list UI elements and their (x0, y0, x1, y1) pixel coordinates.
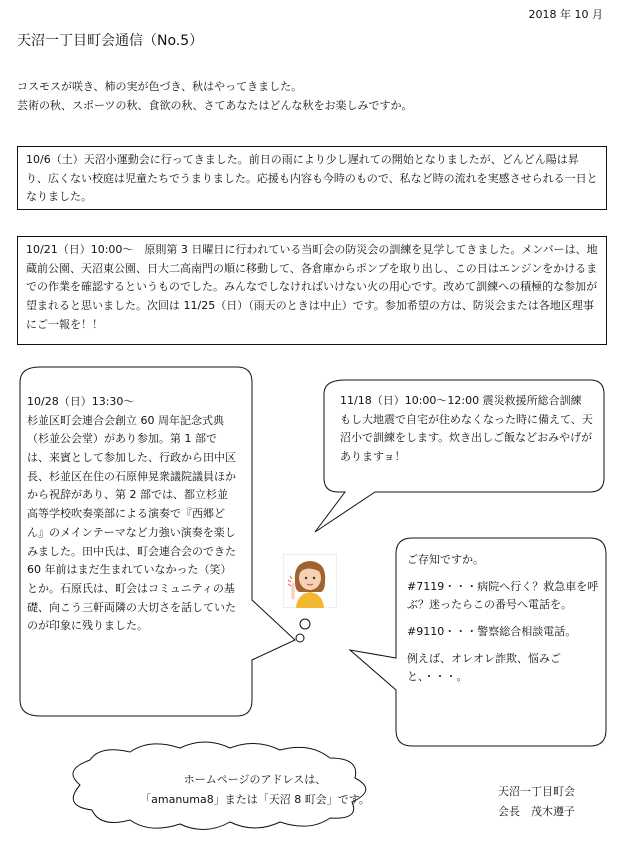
intro-line-2: 芸術の秋、スポーツの秋、食欲の秋、さてあなたはどんな秋をお楽しみですか。 (17, 98, 413, 112)
intro-line-1: コスモスが咲き、柿の実が色づき、秋はやってきました。 (17, 80, 303, 93)
right-top-bubble-text: 11/18（日）10:00～12:00 震災救援所総合訓練 もし大地震で自宅が住めなくなった時に備えて、天沼小で訓練をします。炊き出しご飯などおみやげがありますョ！ (340, 394, 593, 464)
hotline-7119: #7119・・・病院へ行く？救急車を呼ぶ？迷ったらこの番号へ電話を。 (407, 579, 599, 612)
newsletter-title: 天沼一丁目町会通信（No.5） (17, 33, 204, 49)
hotline-9110: #9110・・・警察総合相談電話。 (407, 625, 577, 639)
article-fire-drill-text: 10/21（日）10:00～ 原則第 3 日曜日に行われている当町会の防災会の訓練を見学してきました。メンバーは、地蔵前公園、天沼東公園、日大二高南門の順に移動して、各倉庫からポンプを取り出し、この日はエンジンをかけるまでの作業を確認するというものでした。みんなでしなければいけない火の用心です。改めて訓練への積極的な参加が望まれると思いました。次回は 11/25（日）（雨天のときは中止）です。参加希望の方は、防災会または各地区理事にご一報を！！ (26, 243, 598, 331)
signature-name: 会長 茂木遵子 (498, 804, 575, 818)
homepage-notice (140, 770, 370, 810)
thought-dot (300, 619, 310, 629)
homepage-line-1: ホームページのアドレスは、 (183, 773, 327, 786)
right-bottom-bubble-content (407, 551, 602, 695)
hotline-examples: 例えば、オレオレ詐欺、悩みごと、・・・。 (407, 651, 561, 684)
right-top-bubble-content (340, 392, 595, 467)
signature (498, 782, 575, 822)
woman-pointing-icon (283, 554, 337, 608)
issue-date: 2018 年 10 月 (528, 8, 603, 21)
hotline-intro: ご存知ですか。 (407, 553, 484, 566)
homepage-line-2: 「amanuma8」または「天沼 8 町会」です。 (140, 792, 370, 806)
left-bubble-heading: 10/28（日）13:30～ (27, 395, 135, 408)
article-sports-day-text: 10/6（土）天沼小運動会に行ってきました。前日の雨により少し遅れての開始となりましたが、どんどん陽は昇り、広くない校庭は児童たちでうまりました。応援も内容も今時のもので、私など時の流れを実感させられる一日となりました。 (26, 153, 598, 204)
thought-dot (296, 634, 304, 642)
left-bubble-content (27, 393, 237, 636)
left-bubble-text: 杉並区町会連合会創立 60 周年記念式典（杉並公会堂）があり参加。第 1 部では、来賓として参加した、行政から田中区長、杉並区在住の石原伸晃衆議院議員ほかから祝辞があり、第 2 部では、都立杉並高等学校吹奏楽部による演奏で『西郷どん』のメインテーマなど力強い演奏を楽しみました。田中氏は、町会連合会のできた 60 年前はまだ生まれていなかった（笑）とか。石原氏は、町会はコミュニティの基礎、向こう三軒両隣の大切さを話していたのが印象に残りました。 (27, 413, 236, 633)
signature-org: 天沼一丁目町会 (498, 785, 575, 798)
